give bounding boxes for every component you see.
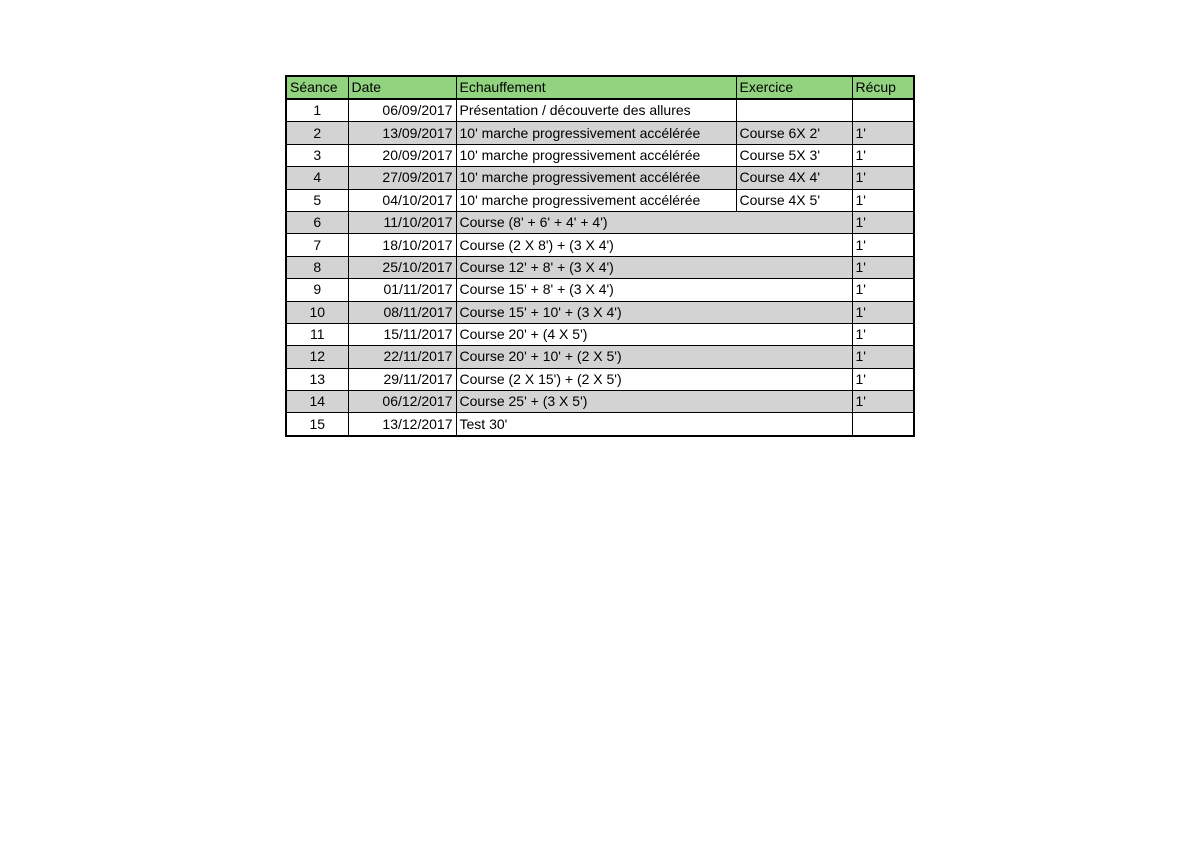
cell-seance: 9 (286, 279, 348, 301)
cell-recup: 1' (852, 368, 914, 390)
cell-seance: 11 (286, 323, 348, 345)
table-row (286, 301, 914, 323)
table-row (286, 279, 914, 301)
table-row (286, 413, 914, 436)
table-row (286, 391, 914, 413)
cell-echauffement: 10' marche progressivement accélérée (456, 144, 736, 166)
header-date: Date (348, 76, 456, 99)
cell-echauffement: 10' marche progressivement accélérée (456, 122, 736, 144)
cell-seance: 2 (286, 122, 348, 144)
cell-seance: 10 (286, 301, 348, 323)
training-schedule-table (285, 75, 915, 437)
cell-recup: 1' (852, 211, 914, 233)
cell-date: 06/12/2017 (348, 391, 456, 413)
cell-date: 08/11/2017 (348, 301, 456, 323)
cell-echauffement: 10' marche progressivement accélérée (456, 189, 736, 211)
cell-date: 01/11/2017 (348, 279, 456, 301)
table-row (286, 144, 914, 166)
cell-date: 15/11/2017 (348, 323, 456, 345)
cell-date: 13/09/2017 (348, 122, 456, 144)
cell-exercice: Course 6X 2' (736, 122, 852, 144)
cell-recup: 1' (852, 144, 914, 166)
cell-recup: 1' (852, 167, 914, 189)
cell-date: 18/10/2017 (348, 234, 456, 256)
cell-exercice: Course 4X 5' (736, 189, 852, 211)
cell-date: 29/11/2017 (348, 368, 456, 390)
table-row (286, 346, 914, 368)
header-seance: Séance (286, 76, 348, 99)
cell-seance: 1 (286, 99, 348, 122)
cell-seance: 13 (286, 368, 348, 390)
cell-echauffement: Course (8' + 6' + 4' + 4') (456, 211, 852, 233)
cell-recup: 1' (852, 256, 914, 278)
header-echauffement: Echauffement (456, 76, 736, 99)
cell-echauffement: Présentation / découverte des allures (456, 99, 736, 122)
table-row (286, 189, 914, 211)
cell-recup (852, 413, 914, 436)
cell-recup: 1' (852, 301, 914, 323)
cell-seance: 6 (286, 211, 348, 233)
cell-recup: 1' (852, 189, 914, 211)
table-body (286, 99, 914, 436)
cell-date: 27/09/2017 (348, 167, 456, 189)
cell-date: 25/10/2017 (348, 256, 456, 278)
cell-echauffement: Course (2 X 15') + (2 X 5') (456, 368, 852, 390)
table-row (286, 323, 914, 345)
cell-date: 11/10/2017 (348, 211, 456, 233)
cell-echauffement: Course 12' + 8' + (3 X 4') (456, 256, 852, 278)
cell-seance: 7 (286, 234, 348, 256)
cell-seance: 15 (286, 413, 348, 436)
cell-recup (852, 99, 914, 122)
cell-echauffement: Course 25' + (3 X 5') (456, 391, 852, 413)
cell-recup: 1' (852, 323, 914, 345)
header-recup: Récup (852, 76, 914, 99)
cell-echauffement: Test 30' (456, 413, 852, 436)
cell-exercice (736, 99, 852, 122)
cell-seance: 3 (286, 144, 348, 166)
header-row (286, 76, 914, 99)
cell-recup: 1' (852, 279, 914, 301)
cell-date: 06/09/2017 (348, 99, 456, 122)
header-exercice: Exercice (736, 76, 852, 99)
cell-seance: 12 (286, 346, 348, 368)
cell-date: 20/09/2017 (348, 144, 456, 166)
cell-echauffement: Course 20' + (4 X 5') (456, 323, 852, 345)
cell-recup: 1' (852, 122, 914, 144)
cell-date: 22/11/2017 (348, 346, 456, 368)
cell-exercice: Course 5X 3' (736, 144, 852, 166)
table-row (286, 256, 914, 278)
cell-exercice: Course 4X 4' (736, 167, 852, 189)
cell-date: 13/12/2017 (348, 413, 456, 436)
cell-echauffement: Course (2 X 8') + (3 X 4') (456, 234, 852, 256)
table-row (286, 368, 914, 390)
cell-echauffement: Course 15' + 10' + (3 X 4') (456, 301, 852, 323)
cell-recup: 1' (852, 234, 914, 256)
table-row (286, 211, 914, 233)
table-row (286, 234, 914, 256)
cell-recup: 1' (852, 391, 914, 413)
cell-echauffement: Course 20' + 10' + (2 X 5') (456, 346, 852, 368)
table-row (286, 122, 914, 144)
table-header (286, 76, 914, 99)
table-row (286, 167, 914, 189)
cell-recup: 1' (852, 346, 914, 368)
table-row (286, 99, 914, 122)
cell-seance: 14 (286, 391, 348, 413)
cell-echauffement: Course 15' + 8' + (3 X 4') (456, 279, 852, 301)
cell-seance: 4 (286, 167, 348, 189)
cell-seance: 5 (286, 189, 348, 211)
cell-seance: 8 (286, 256, 348, 278)
cell-date: 04/10/2017 (348, 189, 456, 211)
cell-echauffement: 10' marche progressivement accélérée (456, 167, 736, 189)
